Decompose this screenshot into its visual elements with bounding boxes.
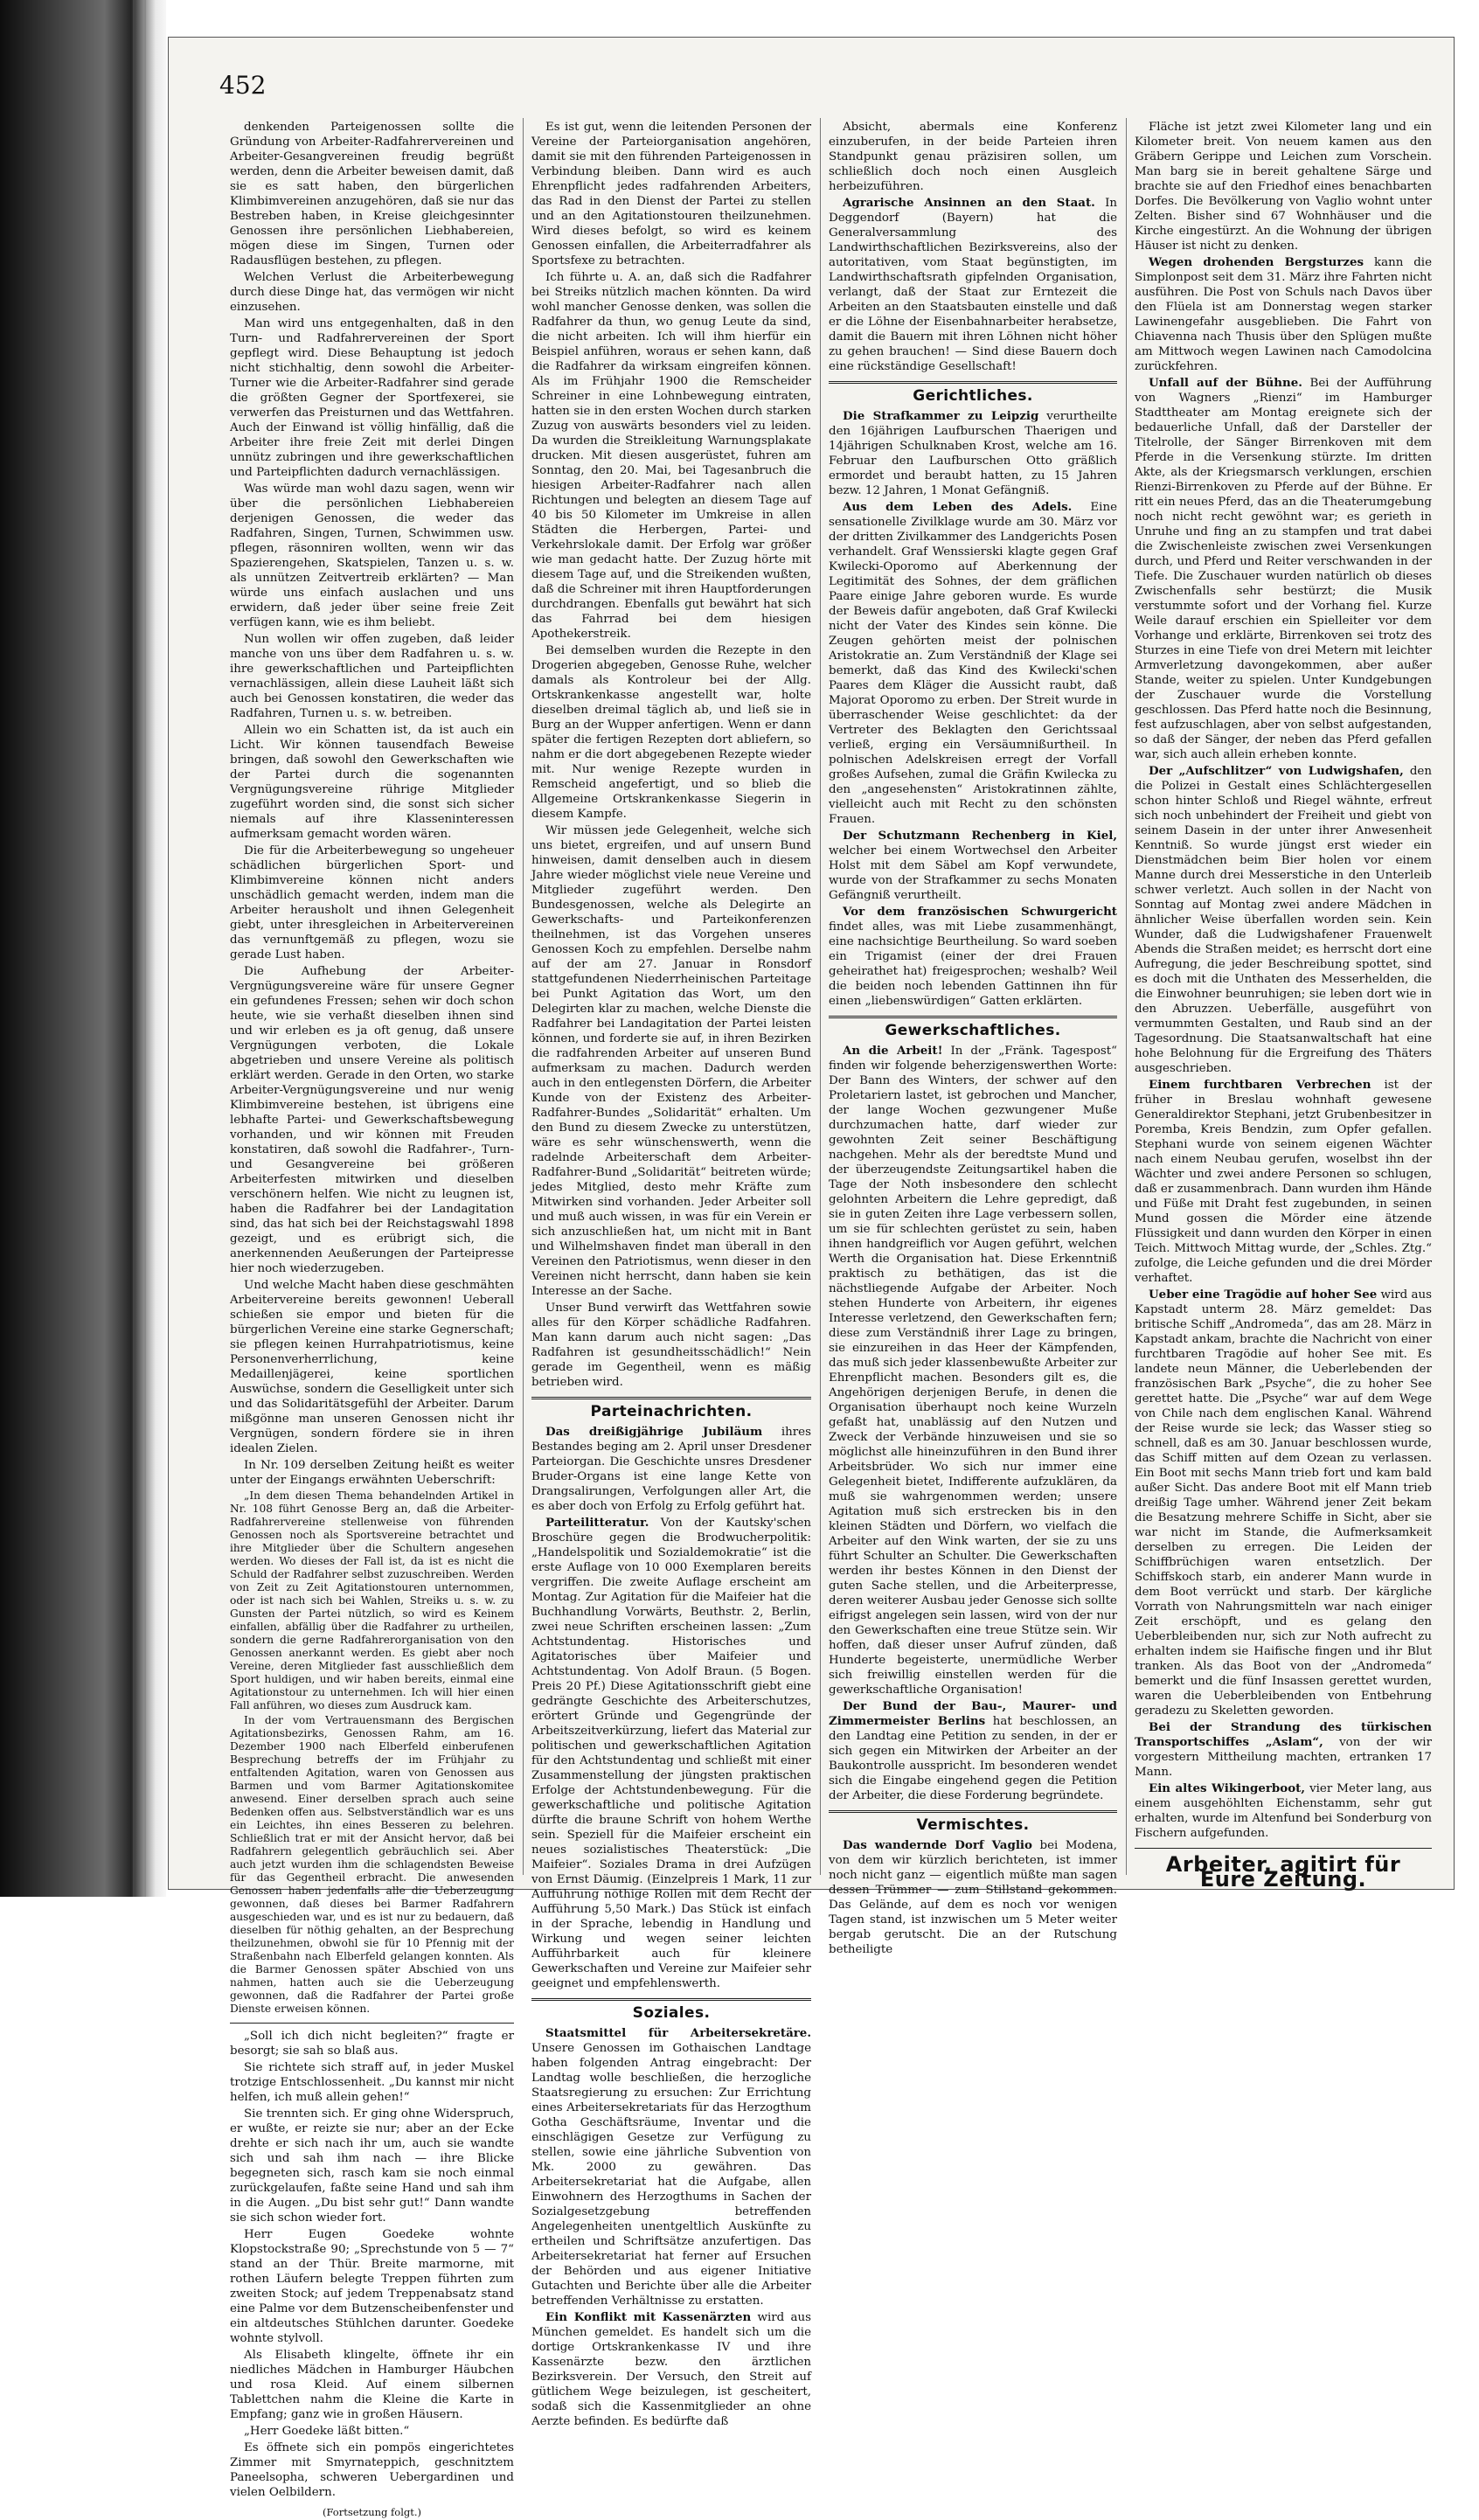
- column-3: [829, 120, 1117, 1956]
- column-rule: [523, 118, 524, 1875]
- paragraph: In Nr. 109 derselben Zeitung heißt es weiter unter der Eingangs erwähnten Ueberschrift:: [230, 1459, 514, 1487]
- paragraph: Man wird uns entgegenhalten, daß in den Turn- und Radfahrervereinen der Sport gepflegt wird. Diese Behauptung ist jedoch nicht stichhaltig, denn sowohl die Arbeiter-Turner wie die Arbeiter-Radfahrer sind gerade die größten Gegner der Sportfexerei, sie verwerfen das Preisturnen und das Wettfahren. Auch der Einwand ist völlig hinfällig, daß die Arbeiter ihre freie Zeit mit derlei Dingen unnütz zubringen und ihre gewerkschaftlichen und Parteipflichten dadurch vernachlässigen.: [230, 317, 514, 479]
- feuilleton-paragraph: „Herr Goedeke läßt bitten.“: [244, 2425, 410, 2438]
- book-binding: [0, 0, 166, 1897]
- news-item-headline: Unfall auf der Bühne.: [1149, 376, 1302, 390]
- news-item-body: In der „Fränk. Tagespost“ finden wir folgende beherzigenswerthen Worte: Der Bann des Winters, der schwer auf den Proletariern lastet, ist gebrochen und Mancher, der lange Wochen gezwungener Muße durchzumachen hatte, darf wieder zur gewohnten Zeit seiner Beschäftigung nachgehen. Mehr als der beredtste Mund und der überzeugendste Zeitungsartikel haben die Tage der Noth insbesondere den schlecht gelohnten Arbeitern die Lehre gepredigt, daß sie in guten Zeiten ihre Lage verbessern sollen, um sie für schlechten gerüstet zu sein, haben ihnen handgreiflich vor Augen geführt, welchen Werth die Organisation hat. Diese Erkenntniß praktisch zu bethätigen, das ist die nächstliegende Aufgabe der Arbeiter. Noch stehen Hunderte von Arbeitern, ihr eigenes Interesse verletzend, den Gewerkschaften fern; diese zum Verständniß ihrer Lage zu bringen, sie einzureihen in das Heer der Kämpfenden, das muß sich jeder klassenbewußte Arbeiter zur Ehrenpflicht machen. Besonders gilt es, die Angehörigen derjenigen Berufe, in denen die Organisation überhaupt noch keine Wurzeln gefaßt hat, unablässig auf den Nutzen und Zweck der Verbände hinzuweisen und sie so möglichst alle hineinzuführen in den Bund ihrer Arbeitsbrüder. Wo sich nur immer eine Gelegenheit bietet, Indifferente aufzuklären, da muß sie wahrgenommen werden; unsere Agitation muß sich erstrecken bis in den kleinen Städten und Dörfern, wo vielfach die Arbeiter auf den Wink warten, der sie zu uns führt Schulter an Schulter. Die Gewerkschaften werden ihr bestes Können in den Dienst der guten Sache stellen, und die Arbeiterpresse, deren weiterer Ausbau jeder Genosse sich sollte eifrigst angelegen sein lassen, wird von der nur den Gewerkschaften eine treue Stütze sein. Wir hoffen, daß dieser unser Aufruf zünden, daß Hunderte begeisterte, unermüdliche Werber sich freiwillig einstellen werden für die gewerkschaftliche Organisation!: [829, 1045, 1117, 1697]
- continued-note: (Fortsetzung folgt.): [322, 2506, 422, 2518]
- news-item-headline: Vor dem französischen Schwurgericht: [843, 905, 1117, 919]
- column-rule: [1126, 118, 1127, 1875]
- news-item: [1135, 764, 1432, 1076]
- paragraph: Welchen Verlust die Arbeiterbewegung durch diese Dinge hat, das vermögen wir nicht einzusehen.: [230, 271, 514, 314]
- section-heading: Vermischtes.: [916, 1816, 1030, 1834]
- news-item-body: bei Modena, von dem wir kürzlich berichteten, ist immer noch nicht ganz — eigentlich müßte man sagen dessen Trümmer — zum Stillstand gekommen. Das Gelände, auf dem es noch vor wenigen Tagen stand, ist inzwischen um 5 Meter weiter bergab gerutscht. Die an der Rutschung betheiligte: [829, 1839, 1117, 1956]
- paragraph: Und welche Macht haben diese geschmähten Arbeitervereine bereits gewonnen! Ueberall schießen sie empor und bieten für die bürgerlichen Vereine eine starke Gegnerschaft; sie pflegen keinen Hurrahpatriotismus, keine Personenverherrlichung, keine Medaillenjägerei, keine sportlichen Auswüchse, sondern die Geselligkeit unter sich und das Solidaritätsgefühl der Arbeiter. Darum mißgönne man unseren Genossen nicht ihr Vergnügen, sondern fördere sie in ihren idealen Zielen.: [230, 1279, 514, 1455]
- paragraph: denkenden Parteigenossen sollte die Gründung von Arbeiter-Radfahrervereinen und Arbeiter-Gesangvereinen freudig begrüßt werden, denn die Arbeiter beweisen damit, daß sie es satt haben, den bürgerlichen Klimbimvereinen anzugehören, daß sie nur das Bestreben haben, in Kreise gleichgesinnter Genossen ihre persönlichen Liebhabereien, mögen diese im Singen, Turnen oder Radausflügen bestehen, zu pflegen.: [230, 121, 514, 267]
- news-item-headline: Ein Konflikt mit Kassenärzten: [545, 2310, 752, 2324]
- news-item: [531, 1516, 811, 1991]
- news-item-headline: Die Strafkammer zu Leipzig: [843, 409, 1039, 423]
- column-1: [230, 120, 514, 2518]
- section-heading: Gewerkschaftliches.: [885, 1022, 1061, 1039]
- news-item: [531, 2026, 811, 2308]
- news-item-body: wird aus München gemeldet. Es handelt sich um die dortige Ortskrankenkasse IV und ihre Kassenärzte bezw. den ärztlichen Bezirksverein. Der Versuch, den Streit auf gütlichem Wege beizulegen, ist gescheitert, sodaß sich die Kassenmitglieder an ohne Aerzte befinden. Es bedürfte daß: [531, 2311, 811, 2428]
- paragraph: Unser Bund verwirft das Wettfahren sowie alles für den Körper schädliche Radfahren. Man kann darum auch nicht sagen: „Das Radfahren ist gesundheitsschädlich!“ Nein gerade im Gegentheil, wenn es mäßig betrieben wird.: [531, 1302, 811, 1389]
- news-item-body: kann die Simplonpost seit dem 31. März ihre Fahrten nicht ausführen. Die Post von Schuls nach Davos über den Flüela ist am Donnerstag wegen starker Lawinengefahr ausgeblieben. Die Fahrt von Chiavenna nach Thusis über den Splügen mußte am Mittwoch wegen Lawinen nach Camodolcina zurückfehren.: [1135, 256, 1432, 373]
- news-item: [1135, 1781, 1432, 1841]
- paragraph: Fläche ist jetzt zwei Kilometer lang und ein Kilometer breit. Von neuem kamen aus den Gräbern Gerippe und Leichen zum Vorschein. Man barg sie in bereit gehaltene Särge und brachte sie auf den Friedhof eines benachbarten Dorfes. Die Bevölkerung von Vaglio wohnt unter Zelten. Bisher sind 67 Wohnhäuser und die Kirche eingestürzt. An die Wohnung der übrigen Häuser ist nicht zu denken.: [1135, 121, 1432, 253]
- section-rule: [531, 1998, 811, 2001]
- quoted-paragraph: „In dem diesen Thema behandelnden Artikel in Nr. 108 führt Genosse Berg an, daß die Arbeiter-Radfahrervereine stellenweise von führenden Genossen noch als Sportsvereine betrachtet und ihre Mitglieder über die Schultern angesehen werden. Wo dieses der Fall ist, da ist es nicht die Schuld der Radfahrer selbst zuzuschreiben. Werden von Zeit zu Zeit Agitationstouren unternommen, oder ist nach sich bei Wahlen, Streiks u. s. w. zu Gunsten der Partei nützlich, so wird es Keinem einfallen, abfällig über die Radfahrer zu urtheilen, sondern die gerne Radfahrerorganisation von den Genossen anerkannt werden. Es giebt aber noch Vereine, deren Mitglieder fast ausschließlich dem Sport huldigen, und wir haben bereits, einmal eine Agitationstour zu unternehmen. Ich will hier einen Fall anführen, wo dieses zum Ausdruck kam.: [230, 1489, 514, 1711]
- news-item: [829, 829, 1117, 903]
- news-item: [829, 409, 1117, 498]
- paragraph: Was würde man wohl dazu sagen, wenn wir über die persönlichen Liebhabereien derjenigen Genossen, die weder das Radfahren, Singen, Turnen, Schwimmen usw. pflegen, räsonniren wollten, wenn wir das Spazierengehen, Skatspielen, Tanzen u. s. w. als unnützen Zeitvertreib erklärten? — Man würde uns einfach auslachen und uns erwidern, daß jeder über seine freie Zeit verfügen kann, wie es ihm beliebt.: [230, 482, 514, 629]
- news-item-headline: Agrarische Ansinnen an den Staat.: [843, 196, 1095, 210]
- news-item: [1135, 1288, 1432, 1718]
- feuilleton-paragraph: Herr Eugen Goedeke wohnte Klopstockstraße 90; „Sprechstunde von 5 — 7“ stand an der Thür. Breite marmorne, mit rothen Läufern belegte Treppen führten zum zweiten Stock; auf jedem Treppenabsatz stand eine Palme vor dem Butzenscheibenfenster und ein altdeutsches Stühlchen darunter. Goedeke wohnte stylvoll.: [230, 2228, 514, 2345]
- news-item: [829, 500, 1117, 827]
- news-item-headline: Einem furchtbaren Verbrechen: [1149, 1078, 1371, 1092]
- news-item-headline: Ueber eine Tragödie auf hoher See: [1149, 1288, 1378, 1302]
- section-rule: [829, 381, 1117, 384]
- section-rule: [531, 1397, 811, 1399]
- paragraph: Ich führte u. A. an, daß sich die Radfahrer bei Streiks nützlich machen könnten. Da wird wohl mancher Genosse denken, was sollen die Radfahrer da thun, wo genug Leute da sind, die nicht arbeiten. Ich will ihm hierfür ein Beispiel anführen, woraus er sehen kann, daß die Radfahrer da wirksam eingreifen können. Als im Frühjahr 1900 die Remscheider Schreiner in eine Lohnbewegung eintraten, hatten sie in den ersten Wochen durch starken Zuzug von auswärts besonders viel zu leiden. Da wurden die Streikleitung Warnungsplakate drucken. Mit diesen ausgerüstet, fuhren am Sonntag, den 20. Mai, bei Tagesanbruch die hiesigen Arbeiter-Radfahrer nach allen Richtungen und belegten an diesem Tage auf 40 bis 50 Kilometer im Umkreise in allen Städten die Herbergen, Partei- und Verkehrslokale damit. Der Erfolg war größer wie man gedacht hatte. Der Zuzug hörte mit diesem Tage auf, und die Streikenden wußten, daß die Schreiner mit ihren Hauptforderungen durchdrangen. Ebenfalls gut bewährt hat sich das Fahrrad bei dem hiesigen Apothekerstreik.: [531, 271, 811, 641]
- news-item-headline: Der „Aufschlitzer“ von Ludwigshafen,: [1149, 764, 1404, 778]
- news-item-body: findet alles, was mit Liebe zusammenhängt, eine nachsichtige Beurtheilung. So ward soeben ein Trigamist (einer der drei Frauen geheirathet hat) freigesprochen; weshalb? Weil die beiden noch lebenden Gattinnen ihn für einen „liebenswürdigen“ Gatten erklärten.: [829, 920, 1117, 1008]
- news-item: [1135, 1078, 1432, 1286]
- news-item-body: verurtheilte den 16jährigen Laufburschen Thaerigen und 14jährigen Schulknaben Krost, welche am 16. Februar den Laufburschen Otto gräßlich ermordet und beraubt hatten, zu 15 Jahren bezw. 12 Jahren, 1 Monat Gefängniß.: [829, 410, 1117, 497]
- paragraph: Nun wollen wir offen zugeben, daß leider manche von uns über dem Radfahren u. s. w. ihre gewerkschaftlichen und Parteipflichten vernachlässigen, allein diese Lauheit läßt sich auch bei Genossen konstatiren, die weder das Radfahren, Turnen u. s. w. betreiben.: [230, 633, 514, 720]
- news-item-body: ihres Bestandes beging am 2. April unser Dresdener Parteiorgan. Die Geschichte unsres Dresdener Bruder-Organs ist eine lange Kette von Drangsalirungen, Verfolgungen aller Art, die es aber doch von Erfolg zu Erfolg geführt hat.: [531, 1426, 811, 1513]
- news-item: [1135, 1720, 1432, 1780]
- news-item-body: Von der Kautsky'schen Broschüre gegen die Brodwucherpolitik: „Handelspolitik und Sozialdemokratie“ ist die erste Auflage von 10 000 Exemplaren bereits vergriffen. Die zweite Auflage erscheint am Montag. Zur Agitation für die Maifeier hat die Buchhandlung Vorwärts, Beuthstr. 2, Berlin, zwei neue Schriften erscheinen lassen: „Zum Achtstundentag. Historisches und Agitatorisches über Maifeier und Achtstundentag. Von Adolf Braun. (5 Bogen. Preis 20 Pf.) Diese Agitationsschrift giebt eine gedrängte Geschichte des Arbeiterschutzes, erörtert Gründe und Gegengründe der Arbeitszeitverkürzung, liefert das Material zur politischen und gewerkschaftlichen Agitation für den Achtstundentag und schließt mit einer Zusammenstellung der jüngsten praktischen Erfolge der Achtstundenbewegung. Für die gewerkschaftliche und politische Agitation dürfte die braune Schrift von hohem Werthe sein. Speziell für die Maifeier erscheint ein neues sozialistisches Theaterstück: „Die Maifeier“. Soziales Drama in drei Aufzügen von Ernst Däumig. (Einzelpreis 1 Mark, 11 zur Aufführung nöthige Rollen mit dem Recht der Aufführung 5,50 Mark.) Das Stück ist einfach in der Sprache, lebendig in Handlung und Wirkung und wegen seiner leichten Aufführbarkeit auch für kleinere Gewerkschaften und Vereine zur Maifeier sehr geeignet und empfehlenswerth.: [531, 1517, 811, 1990]
- news-item-headline: Parteilitteratur.: [545, 1516, 649, 1530]
- news-item: [531, 1425, 811, 1514]
- paragraph: Absicht, abermals eine Konferenz einzuberufen, in der beide Parteien ihren Standpunkt genau präzisiren sollen, um schließlich doch noch einen Ausgleich herbeizuführen.: [829, 121, 1117, 193]
- paragraph: Es ist gut, wenn die leitenden Personen der Vereine der Parteiorganisation angehören, damit sie mit den führenden Parteigenossen in Verbindung bleiben. Dann wird es auch Ehrenpflicht jedes radfahrenden Arbeiters, das Rad in den Dienst der Partei zu stellen und an den Agitationstouren theilzunehmen. Wird dieses befolgt, so wird es keinem Genossen einfallen, die Arbeiterradfahrer als Sportsfexe zu betrachten.: [531, 121, 811, 267]
- slogan-banner: Arbeiter, agitirt für Eure Zeitung.: [1165, 1852, 1401, 1892]
- news-item-headline: Aus dem Leben des Adels.: [843, 500, 1073, 514]
- section-heading: Gerichtliches.: [913, 387, 1033, 405]
- news-item-headline: Ein altes Wikingerboot,: [1149, 1781, 1305, 1795]
- paragraph: Allein wo ein Schatten ist, da ist auch ein Licht. Wir können tausendfach Beweise bringen, daß sowohl den Gewerkschaften wie der Partei durch die sogenannten Vergnügungsvereine rührige Mitglieder zugeführt worden sind, die sonst sich sicher niemals auf ihre Klasseninteressen aufmerksam gemacht worden wären.: [230, 724, 514, 841]
- news-item-body: den die Polizei in Gestalt eines Schlächtergesellen schon hinter Schloß und Riegel wähnte, erfreut sich noch unbehindert der Freiheit und giebt von seinem Dasein in der unter ihrer Anwesenheit Kenntniß. So wurde jüngst erst wieder ein Dienstmädchen beim Bier holen vor einem Manne durch drei Messerstiche in den Unterleib schwer verletzt. Auch sollen in der Nacht von Sonntag auf Montag zwei andere Mädchen in ähnlicher Weise überfallen worden sein. Kein Wunder, daß die Ludwigshafener Frauenwelt Abends die Straßen meidet; es herrscht dort eine Aufregung, die jeder Beschreibung spottet, sind es doch mit die Unthaten des Messerhelden, die die Einwohner beunruhigen; sie leben dort wie in den Abruzzen. Ueberfälle, ausgeführt von vermummten Gestalten, und Raub sind an der Tagesordnung. Die Staatsanwaltschaft hat eine hohe Belohnung für die Ergreifung des Thäters ausgeschrieben.: [1135, 765, 1432, 1075]
- binding-edge: [133, 0, 135, 1897]
- separator-rule: [1135, 1848, 1432, 1849]
- news-item-headline: Wegen drohenden Bergsturzes: [1149, 255, 1364, 269]
- section-heading: Soziales.: [632, 2004, 711, 2022]
- paragraph: Bei demselben wurden die Rezepte in den Drogerien abgegeben, Genosse Ruhe, welcher damals als Kontroleur bei der Allg. Ortskrankenkasse angestellt war, holte dieselben dreimal täglich ab, und ließ sie in Burg an der Wupper anfertigen. Wenn er dann später die fertigen Rezepten dort abliefern, so nahm er die dort abgegebenen Rezepte wieder mit. Nur wenige Rezepte wurden in Remscheid angefertigt, und so blieb die Allgemeine Ortskrankenkasse Siegerin in diesem Kampfe.: [531, 644, 811, 821]
- section-heading: Parteinachrichten.: [590, 1403, 753, 1420]
- news-item-body: Unsere Genossen im Gothaischen Landtage haben folgenden Antrag eingebracht: Der Landtag wolle beschließen, die herzogliche Staatsregierung zu ersuchen: Zur Errichtung eines Arbeitersekretariats für das Herzogthum Gotha Geschäftsräume, Inventar und die einschlägigen Gesetze zur Verfügung zu stellen, sowie eine jährliche Subvention von Mk. 2000 zu gewähren. Das Arbeitersekretariat hat die Aufgabe, allen Einwohnern des Herzogthums in Sachen der Sozialgesetzgebung betreffenden Angelegenheiten unentgeltlich Auskünfte zu ertheilen und Schriftsätze anzufertigen. Das Arbeitersekretariat hat ferner auf Ersuchen der Behörden und aus eigener Initiative Gutachten und Berichte über alle die Arbeiter betreffenden Verhältnisse zu erstatten.: [531, 2042, 811, 2308]
- news-item: [829, 1699, 1117, 1803]
- news-item: [829, 1838, 1117, 1957]
- news-item: [1135, 376, 1432, 762]
- column-2: [531, 120, 811, 2428]
- paragraph: Wir müssen jede Gelegenheit, welche sich uns bietet, ergreifen, und auf unsern Bund hinweisen, damit denselben auch in diesem Jahre wieder möglichst viele neue Vereine und Mitglieder zugeführt werden. Den Bundesgenossen, welche als Delegirte an Gewerkschafts- und Parteikonferenzen theilnehmen, ist das Vorgehen unseres Genossen Koch zu empfehlen. Derselbe nahm auf der am 27. Januar in Ronsdorf stattgefundenen Niederrheinischen Parteitage bei Punkt Agitation das Wort, um den Delegirten klar zu machen, welche Dienste die Radfahrer bei Landagitation der Partei leisten können, und forderte sie auf, in ihren Bezirken die radfahrenden Arbeiter auf unseren Bund aufmerksam zu machen. Dadurch werden auch in den entlegensten Dörfern, die Arbeiter Kunde von der Existenz des Arbeiter-Radfahrer-Bundes „Solidarität“ erhalten. Um den Bund zu diesem Zwecke zu unterstützen, wäre es sehr wünschenswerth, wenn die radelnde Arbeiterschaft dem Arbeiter-Radfahrer-Bund „Solidarität“ beitreten würde; jedes Mitglied, desto mehr Kräfte zum Mitwirken sind vorhanden. Jeder Arbeiter soll und muß auch wissen, in was für ein Verein er sich anzuschließen hat, um nicht mit in Bant und Wilhelmshaven findet man überall in den Vereinen den Patriotismus, wenn dieser in den Vereinen nicht herrscht, dann haben sie kein Interesse an der Sache.: [531, 824, 811, 1298]
- news-item-body: welcher bei einem Wortwechsel den Arbeiter Holst mit dem Säbel am Kopf verwundete, wurde von der Strafkammer zu sechs Monaten Gefängniß verurtheilt.: [829, 844, 1117, 902]
- news-item-body: ist der früher in Breslau wohnhaft gewesene Generaldirektor Stephani, jetzt Grubenbesitzer in Poremba, Kreis Bendzin, zum Opfer gefallen. Stephani wurde von seinem eigenen Wächter nach einem Neubau gerufen, woselbst ihn der Wächter und zwei andere Personen so schlugen, daß er zusammenbrach. Dann wurden ihm Hände und Füße mit Draht fest zugebunden, in seinen Mund gossen die Mörder eine ätzende Flüssigkeit und dann wurden den Körper in einen Teich. Mittwoch Mittag wurde, der „Schles. Ztg.“ zufolge, die Leiche gefunden und die drei Mörder verhaftet.: [1135, 1079, 1432, 1285]
- section-rule: [829, 1810, 1117, 1813]
- binding-edge: [144, 0, 146, 1897]
- news-item-headline: Der Schutzmann Rechenberg in Kiel,: [843, 829, 1117, 843]
- section-rule: [829, 1016, 1117, 1018]
- news-item-headline: Bei der Strandung des türkischen Transportschiffes „Aslam“,: [1135, 1720, 1432, 1749]
- news-item: [829, 905, 1117, 1009]
- news-item-headline: An die Arbeit!: [843, 1044, 943, 1058]
- news-item: [829, 196, 1117, 374]
- feuilleton-paragraph: Sie richtete sich straff auf, in jeder Muskel trotzige Entschlossenheit. „Du kannst mir nicht helfen, ich muß allein gehen!“: [230, 2061, 514, 2104]
- column-4: [1135, 120, 1432, 1892]
- news-item: [531, 2310, 811, 2429]
- news-item-body: vier Meter lang, aus einem ausgehöhlten Eichenstamm, sehr gut erhalten, wurde im Altenfund bei Sonderburg von Fischern aufgefunden.: [1135, 1782, 1432, 1840]
- news-item-body: hat beschlossen, an den Landtag eine Petition zu senden, in der er sich gegen ein Mitwirken der Arbeiter an der Baukontrolle ausspricht. Im besonderen wendet sich die Eingabe eingehend gegen die Petition der Arbeiter, die diese Forderung begründete.: [829, 1715, 1117, 1802]
- news-item-body: wird aus Kapstadt unterm 28. März gemeldet: Das britische Schiff „Andromeda“, das am 28. März in Kapstadt ankam, brachte die Nachricht von einer furchtbaren Tragödie auf hoher See mit. Es landete neun Männer, die Ueberlebenden der französischen Bark „Psyche“, die zu hoher See gerettet hatte. Die „Psyche“ war auf dem Wege von Chile nach dem englischen Kanal. Während der Reise wurde sie leck; das Wasser stieg so schnell, daß es am 30. Januar beschlossen wurde, das Schiff mitten auf dem Ozean zu verlassen. Ein Boot mit sechs Mann trieb fort und kam bald außer Sicht. Das andere Boot mit elf Mann trieb dreißig Tage umher. Während jener Zeit bekam die Besatzung mehrere Schiffe in Sicht, aber sie war nicht im Stande, die Aufmerksamkeit derselben zu erregen. Die Leiden der Schiffbrüchigen waren entsetzlich. Der Schiffskoch starb, ein anderer Mann wurde in dem Boot verrückt und starb. Der kärgliche Vorrath von Nahrungsmitteln war nach einiger Zeit erschöpft, und es gelang den Ueberbleibenden nur, sich zur Noth aufrecht zu erhalten indem sie Haifische fingen und ihr Blut tranken. Als das Boot von der „Andromeda“ bemerkt und die fünf Insassen gerettet wurden, waren die Ueberbleibenden von Entbehrung geradezu zu Skeletten geworden.: [1135, 1288, 1432, 1718]
- page-number: 452: [219, 71, 267, 100]
- column-rule: [820, 118, 821, 1875]
- feuilleton-paragraph: Es öffnete sich ein pompös eingerichtetes Zimmer mit Smyrnateppich, geschnitztem Paneelsopha, schweren Uebergardinen und vielen Oelbildern.: [230, 2441, 514, 2499]
- feuilleton-paragraph: Als Elisabeth klingelte, öffnete ihr ein niedliches Mädchen in Hamburger Häubchen und rosa Kleid. Auf einem silbernen Tablettchen nahm die Kleine die Karte in Empfang; ganz wie in großen Häusern.: [230, 2349, 514, 2421]
- news-item-body: Eine sensationelle Zivilklage wurde am 30. März vor der dritten Zivilkammer des Landgerichts Posen verhandelt. Graf Wenssierski klagte gegen Graf Kwilecki-Oporomo auf Aberkennung der Legitimität des Sohnes, der dem gräflichen Paare einige Jahre geboren wurde. Es wurde der Beweis dafür angeboten, daß Graf Kwilecki nicht der Vater des Kindes sein könne. Die Zeugen gehörten meist der polnischen Aristokratie an. Zum Verständniß der Klage sei bemerkt, daß das Kind des Kwilecki'schen Paares dem Kläger die Aussicht raubt, daß Majorat Oporomo zu erben. Der Streit wurde in überraschender Weise geschlichtet: da der Vertreter des Beklagten den Gerichtssaal verließ, erging ein Versäumnißurtheil. In polnischen Adelskreisen erregt der Vorfall großes Aufsehen, zumal die Gräfin Kwilecka zu den „angesehensten“ Aristokratinnen zählte, vielleicht auch mit Recht zu den schönsten Frauen.: [829, 501, 1117, 826]
- feuilleton-paragraph: Sie trennten sich. Er ging ohne Widerspruch, er wußte, er reizte sie nur; aber an der Ecke drehte er sich nach ihr um, auch sie wandte sich und sah ihm nach — ihre Blicke begegneten sich, rasch kam sie noch einmal zurückgelaufen, faßte seine Hand und sah ihm in die Augen. „Du bist sehr gut!“ Dann wandte sie sich schon wieder fort.: [230, 2107, 514, 2225]
- news-item-headline: Staatsmittel für Arbeitersekretäre.: [545, 2026, 811, 2040]
- feuilleton-paragraph: „Soll ich dich nicht begleiten?“ fragte er besorgt; sie sah so blaß aus.: [230, 2030, 514, 2058]
- quoted-paragraph: In der vom Vertrauensmann des Bergischen Agitationsbezirks, Genossen Rahm, am 16. Dezember 1900 nach Elberfeld einberufenen Besprechung betreffs der im Frühjahr zu entfaltenden Agitation, waren von Genossen aus Barmen und vom Barmer Agitationskomitee anwesend. Einer derselben sprach auch seine Bedenken offen aus. Selbstverständlich war es uns ein Leichtes, ihn eines Besseren zu belehren. Schließlich trat er mit der Ansicht hervor, daß bei Radfahrern gelegentlich gebräuchlich sei. Aber auch jetzt wurden ihm die schlagendsten Beweise für das Gegentheil erbracht. Die anwesenden Genossen haben jedenfalls alle die Ueberzeugung gewonnen, daß dieses bei Barmer Radfahrern ausgeschieden war, und es ist nur zu bedauern, daß dieselben für nöthig gehalten, an der Besprechung theilzunehmen, obwohl sie für 10 Pfennig mit der Straßenbahn nach Elberfeld gelangen konnten. Als die Barmer Genossen später Abschied von uns nahmen, hatten auch sie die Ueberzeugung gewonnen, daß die Radfahrer der Partei große Dienste erweisen können.: [230, 1714, 514, 2015]
- separator-rule: [230, 2023, 514, 2024]
- news-item-body: Bei der Aufführung von Wagners „Rienzi“ im Hamburger Stadttheater am Montag ereignete sich der bedauerliche Unfall, daß der Darsteller der Titelrolle, der Sänger Birrenkoven mit dem Pferde in die Versenkung stürzte. Im dritten Akte, als der Kriegsmarsch verklungen, erschien Rienzi-Birrenkoven zu Pferde auf der Bühne. Er ritt ein neues Pferd, das an die Theaterumgebung noch nicht recht gewöhnt war; es gerieth in Unruhe und fing an zu stampfen und trat dabei die Zwischenleiste zwischen zwei Versenkungen durch, und Pferd und Reiter verschwanden in der Tiefe. Die Zuschauer wurden natürlich ob dieses Zwischenfalls sehr bestürzt; die Musik verstummte sofort und der Vorhang fiel. Kurze Weile darauf erschien ein Spielleiter vor dem Vorhange und erklärte, Birrenkoven sei trotz des Sturzes in eine Tiefe von drei Metern mit leichter Armverletzung davongekommen, aber außer Stande, weiter zu spielen. Unter Kundgebungen der Zuschauer wurde die Vorstellung geschlossen. Das Pferd hatte noch die Besinnung, fest aufzuschlagen, aber von selbst aufgestanden, so daß der Sänger, der neben das Pferd gefallen war, sich auch allein erheben konnte.: [1135, 377, 1432, 761]
- newspaper-page: [168, 37, 1455, 2518]
- news-item-headline: Das dreißigjährige Jubiläum: [545, 1425, 763, 1439]
- news-item: [1135, 255, 1432, 374]
- paragraph: Die Aufhebung der Arbeiter-Vergnügungsvereine wäre für unsere Gegner ein gefundenes Fressen; sehen wir doch schon heute, wie sie verhaßt dieselben ihnen sind und wir erleben es ja oft genug, daß unsere Vergnügungen verboten, die Lokale abgetrieben und unsere Vereine als politisch erklärt werden. Gerade in den Orten, wo starke Arbeiter-Vergnügungsvereine und nur wenig Klimbimvereine bestehen, ist übrigens eine lebhafte Partei- und Gewerkschaftsbewegung vorhanden, und wir können mit Freuden konstatiren, daß sowohl die Radfahrer-, Turn- und Gesangvereine bei größeren Arbeiterfesten mitwirken und dieselben verschönern helfen. Wie nicht zu leugnen ist, haben die Radfahrer bei der Landagitation sind, das hat sich bei der Reichstagswahl 1898 gezeigt, und es erübrigt sich, die anerkennenden Aeußerungen der Parteipresse hier noch wiederzugeben.: [230, 965, 514, 1275]
- news-item-headline: Der Bund der Bau-, Maurer- und Zimmermeister Berlins: [829, 1699, 1117, 1728]
- news-item-body: von der wir vorgestern Mittheilung machten, ertranken 17 Mann.: [1135, 1736, 1432, 1779]
- paragraph: Die für die Arbeiterbewegung so ungeheuer schädlichen bürgerlichen Sport- und Klimbimvereine können nicht anders unschädlich gemacht werden, indem man die Arbeiter herausholt und ihnen Gelegenheit giebt, unter ihresgleichen in Arbeitervereinen das vernunftgemäß zu pflegen, wozu sie gerade Lust haben.: [230, 844, 514, 961]
- news-item-body: In Deggendorf (Bayern) hat die Generalversammlung des Landwirthschaftlichen Bezirksvereins, also der autoritativen, vom Staat begünstigten, im Landwirthschaftsrath gipfelnden Organisation, verlangt, daß der Staat zur Erntezeit die Arbeiten an den Staatsbauten einstelle und daß er die Löhne der Eisenbahnarbeiter herabsetze, damit die Bauern mit ihren Löhnen nicht höher zu gehen brauchen! — Sind diese Bauern doch eine rückständige Gesellschaft!: [829, 197, 1117, 373]
- news-item: [829, 1044, 1117, 1697]
- news-item-headline: Das wandernde Dorf Vaglio: [843, 1838, 1032, 1852]
